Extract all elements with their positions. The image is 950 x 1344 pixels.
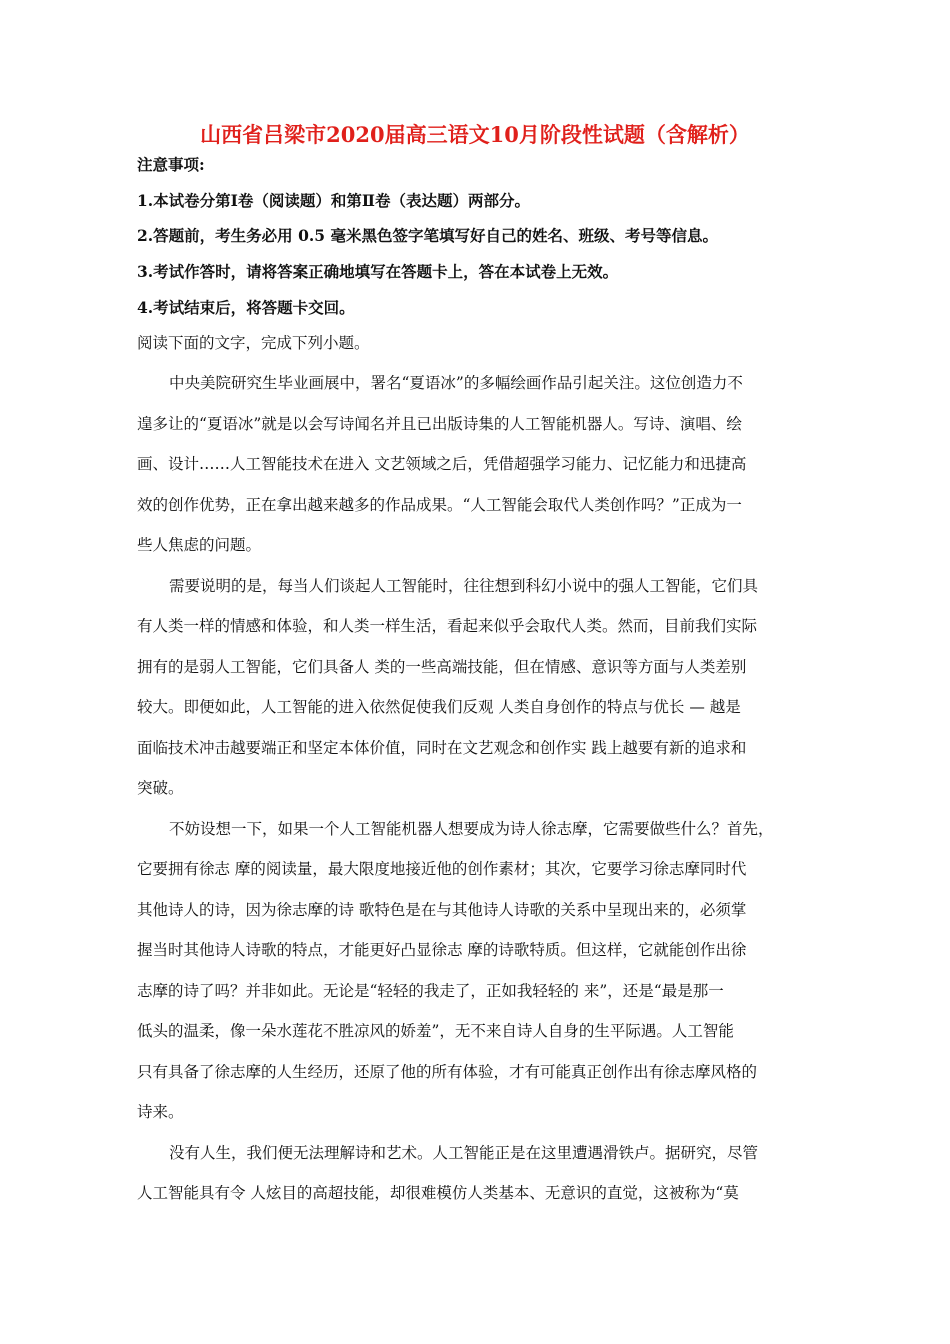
paragraph-line: 没有人生，我们便无法理解诗和艺术。人工智能正是在这里遭遇滑铁卢。据研究，尽管 <box>169 1143 759 1162</box>
paragraph-line: 面临技术冲击越要端正和坚定本体价值，同时在文艺观念和创作实 践上越要有新的追求和 <box>137 738 747 757</box>
paragraph <box>137 809 819 1133</box>
paragraph-line: 它要拥有徐志 摩的阅读量，最大限度地接近他的创作素材；其次，它要学习徐志摩同时代 <box>137 860 747 878</box>
paragraph-line: 画、设计……人工智能技术在进入 文艺领域之后，凭借超强学习能力、记忆能力和迅捷高 <box>137 455 747 473</box>
paragraph-line: 需要说明的是，每当人们谈起人工智能时，往往想到科幻小说中的强人工智能，它们具 <box>169 576 759 595</box>
paragraph-line: 低头的温柔，像一朵水莲花不胜凉风的娇羞”，无不来自诗人自身的生平际遇。人工智能 <box>137 1022 734 1040</box>
paragraph <box>137 1133 819 1214</box>
paragraph <box>137 363 819 566</box>
paragraph-line: 其他诗人的诗，因为徐志摩的诗 歌特色是在与其他诗人诗歌的关系中呈现出来的，必须掌 <box>137 900 747 919</box>
paragraph-line: 中央美院研究生毕业画展中，署名“夏语冰”的多幅绘画作品引起关注。这位创造力不 <box>169 374 743 392</box>
paragraph-line: 诗来。 <box>137 1103 184 1121</box>
paragraph-line: 效的创作优势，正在拿出越来越多的作品成果。“人工智能会取代人类创作吗？”正成为一 <box>137 495 742 514</box>
note-item-1: 1.本试卷分第Ⅰ卷（阅读题）和第Ⅱ卷（表达题）两部分。 <box>137 191 530 210</box>
paragraph-line: 志摩的诗了吗？并非如此。无论是“轻轻的我走了，正如我轻轻的 来”，还是“最是那一 <box>137 981 724 1000</box>
reading-instruction: 阅读下面的文字，完成下列小题。 <box>137 334 370 352</box>
paragraph-line: 些人焦虑的问题。 <box>137 536 262 554</box>
note-item-3: 3.考试作答时，请将答案正确地填写在答题卡上，答在本试卷上无效。 <box>137 262 619 281</box>
paragraph-line: 有人类一样的情感和体验，和人类一样生活，看起来似乎会取代人类。然而，目前我们实际 <box>137 617 758 635</box>
paragraph-line: 拥有的是弱人工智能，它们具备人 类的一些高端技能，但在情感、意识等方面与人类差别 <box>137 657 747 676</box>
document-title: 山西省吕梁市2020届高三语文10月阶段性试题（含解析） <box>200 122 750 147</box>
note-item-2: 2.答题前，考生务必用 0.5 毫米黑色签字笔填写好自己的姓名、班级、考号等信息。 <box>137 226 718 245</box>
notes-heading: 注意事项: <box>137 155 205 174</box>
paragraph-line: 人工智能具有令 人炫目的高超技能，却很难模仿人类基本、无意识的直觉，这被称为“莫 <box>137 1184 739 1202</box>
paragraph <box>137 566 819 809</box>
paragraph-line: 不妨设想一下，如果一个人工智能机器人想要成为诗人徐志摩，它需要做些什么？首先， <box>169 819 774 838</box>
paragraph-line: 遑多让的“夏语冰”就是以会写诗闻名并且已出版诗集的人工智能机器人。写诗、演唱、绘 <box>137 414 742 433</box>
paragraph-line: 较大。即便如此，人工智能的进入依然促使我们反观 人类自身创作的特点与优长 — 越是 <box>137 698 741 716</box>
passage-body <box>137 363 819 1214</box>
paragraph-line: 只有具备了徐志摩的人生经历，还原了他的所有体验，才有可能真正创作出有徐志摩风格的 <box>137 1062 758 1081</box>
paragraph-line: 握当时其他诗人诗歌的特点，才能更好凸显徐志 摩的诗歌特质。但这样，它就能创作出徐 <box>137 941 747 959</box>
note-item-4: 4.考试结束后，将答题卡交回。 <box>137 298 355 317</box>
paragraph-line: 突破。 <box>137 779 184 797</box>
